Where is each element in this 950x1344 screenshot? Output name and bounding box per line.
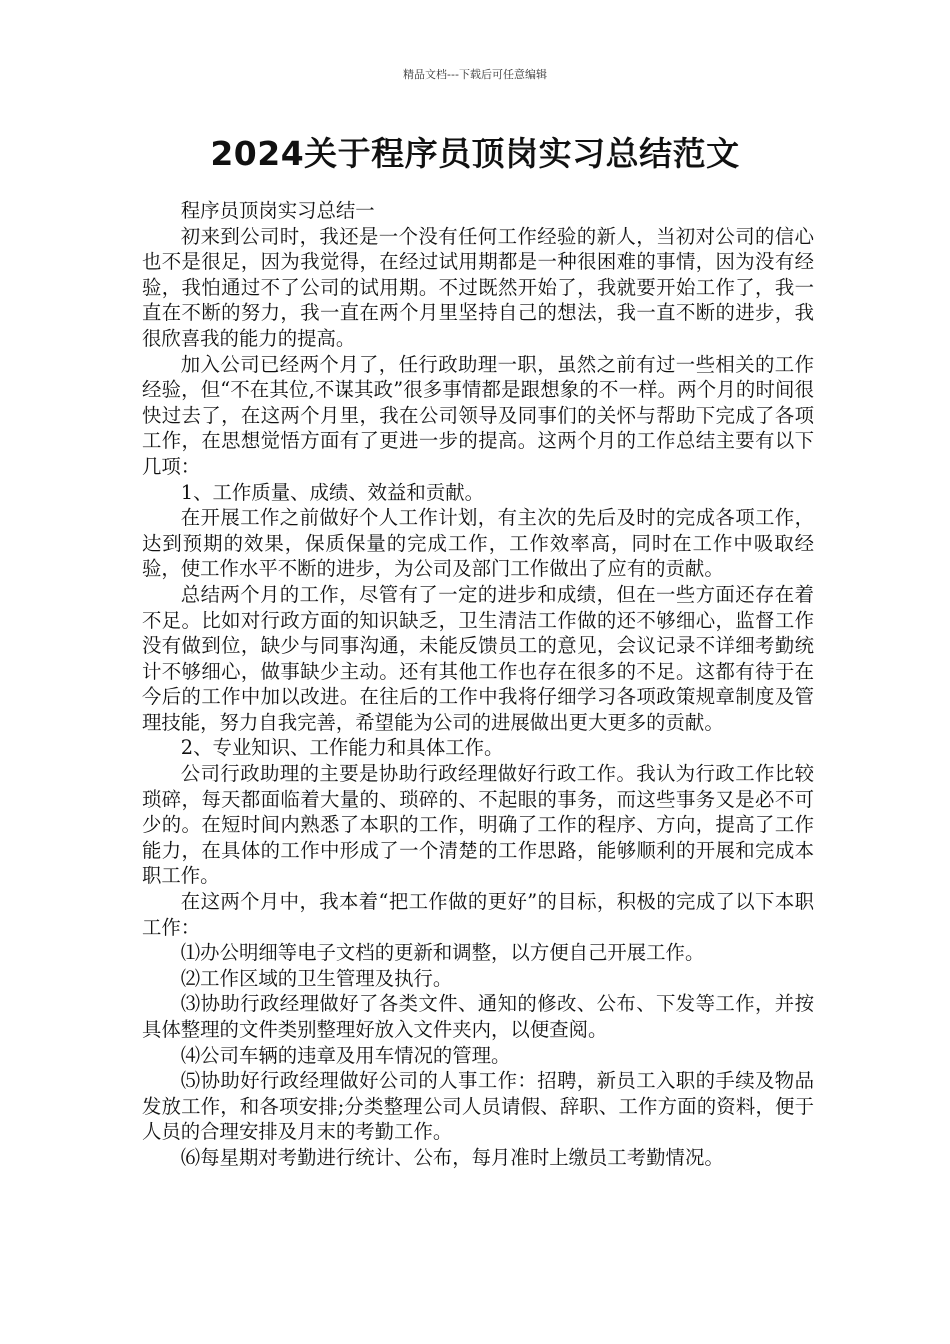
header-note: 精品文档---下载后可任意编辑 <box>403 68 547 81</box>
document-body <box>142 198 814 1171</box>
paragraph: 在开展工作之前做好个人工作计划，有主次的先后及时的完成各项工作，达到预期的效果，保质保量的完成工作，工作效率高，同时在工作中吸取经验，使工作水平不断的进步，为公司及部门工作做出了应有的贡献。 <box>142 506 814 581</box>
paragraph: 加入公司已经两个月了，任行政助理一职，虽然之前有过一些相关的工作经验，但“不在其位,不谋其政”很多事情都是跟想象的不一样。两个月的时间很快过去了，在这两个月里，我在公司领导及同事们的关怀与帮助下完成了各项工作，在思想觉悟方面有了更进一步的提高。这两个月的工作总结主要有以下几项： <box>142 352 814 478</box>
list-item: ⑴办公明细等电子文档的更新和调整，以方便自己开展工作。 <box>180 941 705 965</box>
section-heading: 程序员顶岗实习总结一 <box>180 199 375 222</box>
subheading: 2、专业知识、工作能力和具体工作。 <box>180 736 504 760</box>
list-item: ⑶协助行政经理做好了各类文件、通知的修改、公布、下发等工作，并按具体整理的文件类别整理好放入文件夹内，以便查阅。 <box>142 992 814 1041</box>
list-item: ⑵工作区域的卫生管理及执行。 <box>180 966 453 990</box>
paragraph: 公司行政助理的主要是协助行政经理做好行政工作。我认为行政工作比较琐碎，每天都面临着大量的、琐碎的、不起眼的事务，而这些事务又是必不可少的。在短时间内熟悉了本职的工作，明确了工作的程序、方向，提高了工作能力，在具体的工作中形成了一个清楚的工作思路，能够顺利的开展和完成本职工作。 <box>142 762 814 888</box>
paragraph: 初来到公司时，我还是一个没有任何工作经验的新人，当初对公司的信心也不是很足，因为我觉得，在经过试用期都是一种很困难的事情，因为没有经验，我怕通过不了公司的试用期。不过既然开始了，我就要开始工作了，我一直在不断的努力，我一直在两个月里坚持自己的想法，我一直不断的进步，我很欣喜我的能力的提高。 <box>142 224 814 350</box>
subheading: 1、工作质量、成绩、效益和贡献。 <box>180 480 484 504</box>
document-title: 2024关于程序员顶岗实习总结范文 <box>210 134 740 173</box>
paragraph: 总结两个月的工作，尽管有了一定的进步和成绩，但在一些方面还存在着不足。比如对行政方面的知识缺乏，卫生清洁工作做的还不够细心，监督工作没有做到位，缺少与同事沟通，未能反馈员工的意见，会议记录不详细考勤统计不够细心，做事缺少主动。还有其他工作也存在很多的不足。这都有待于在今后的工作中加以改进。在往后的工作中我将仔细学习各项政策规章制度及管理技能，努力自我完善，希望能为公司的进展做出更大更多的贡献。 <box>142 582 814 734</box>
list-item: ⑷公司车辆的违章及用车情况的管理。 <box>180 1043 511 1067</box>
paragraph: 在这两个月中，我本着“把工作做的更好”的目标，积极的完成了以下本职工作： <box>142 890 814 939</box>
list-item: ⑹每星期对考勤进行统计、公布，每月准时上缴员工考勤情况。 <box>180 1145 724 1169</box>
list-item: ⑸协助好行政经理做好公司的人事工作：招聘，新员工入职的手续及物品发放工作，和各项安排;分类整理公司人员请假、辞职、工作方面的资料，便于人员的合理安排及月末的考勤工作。 <box>142 1069 814 1144</box>
